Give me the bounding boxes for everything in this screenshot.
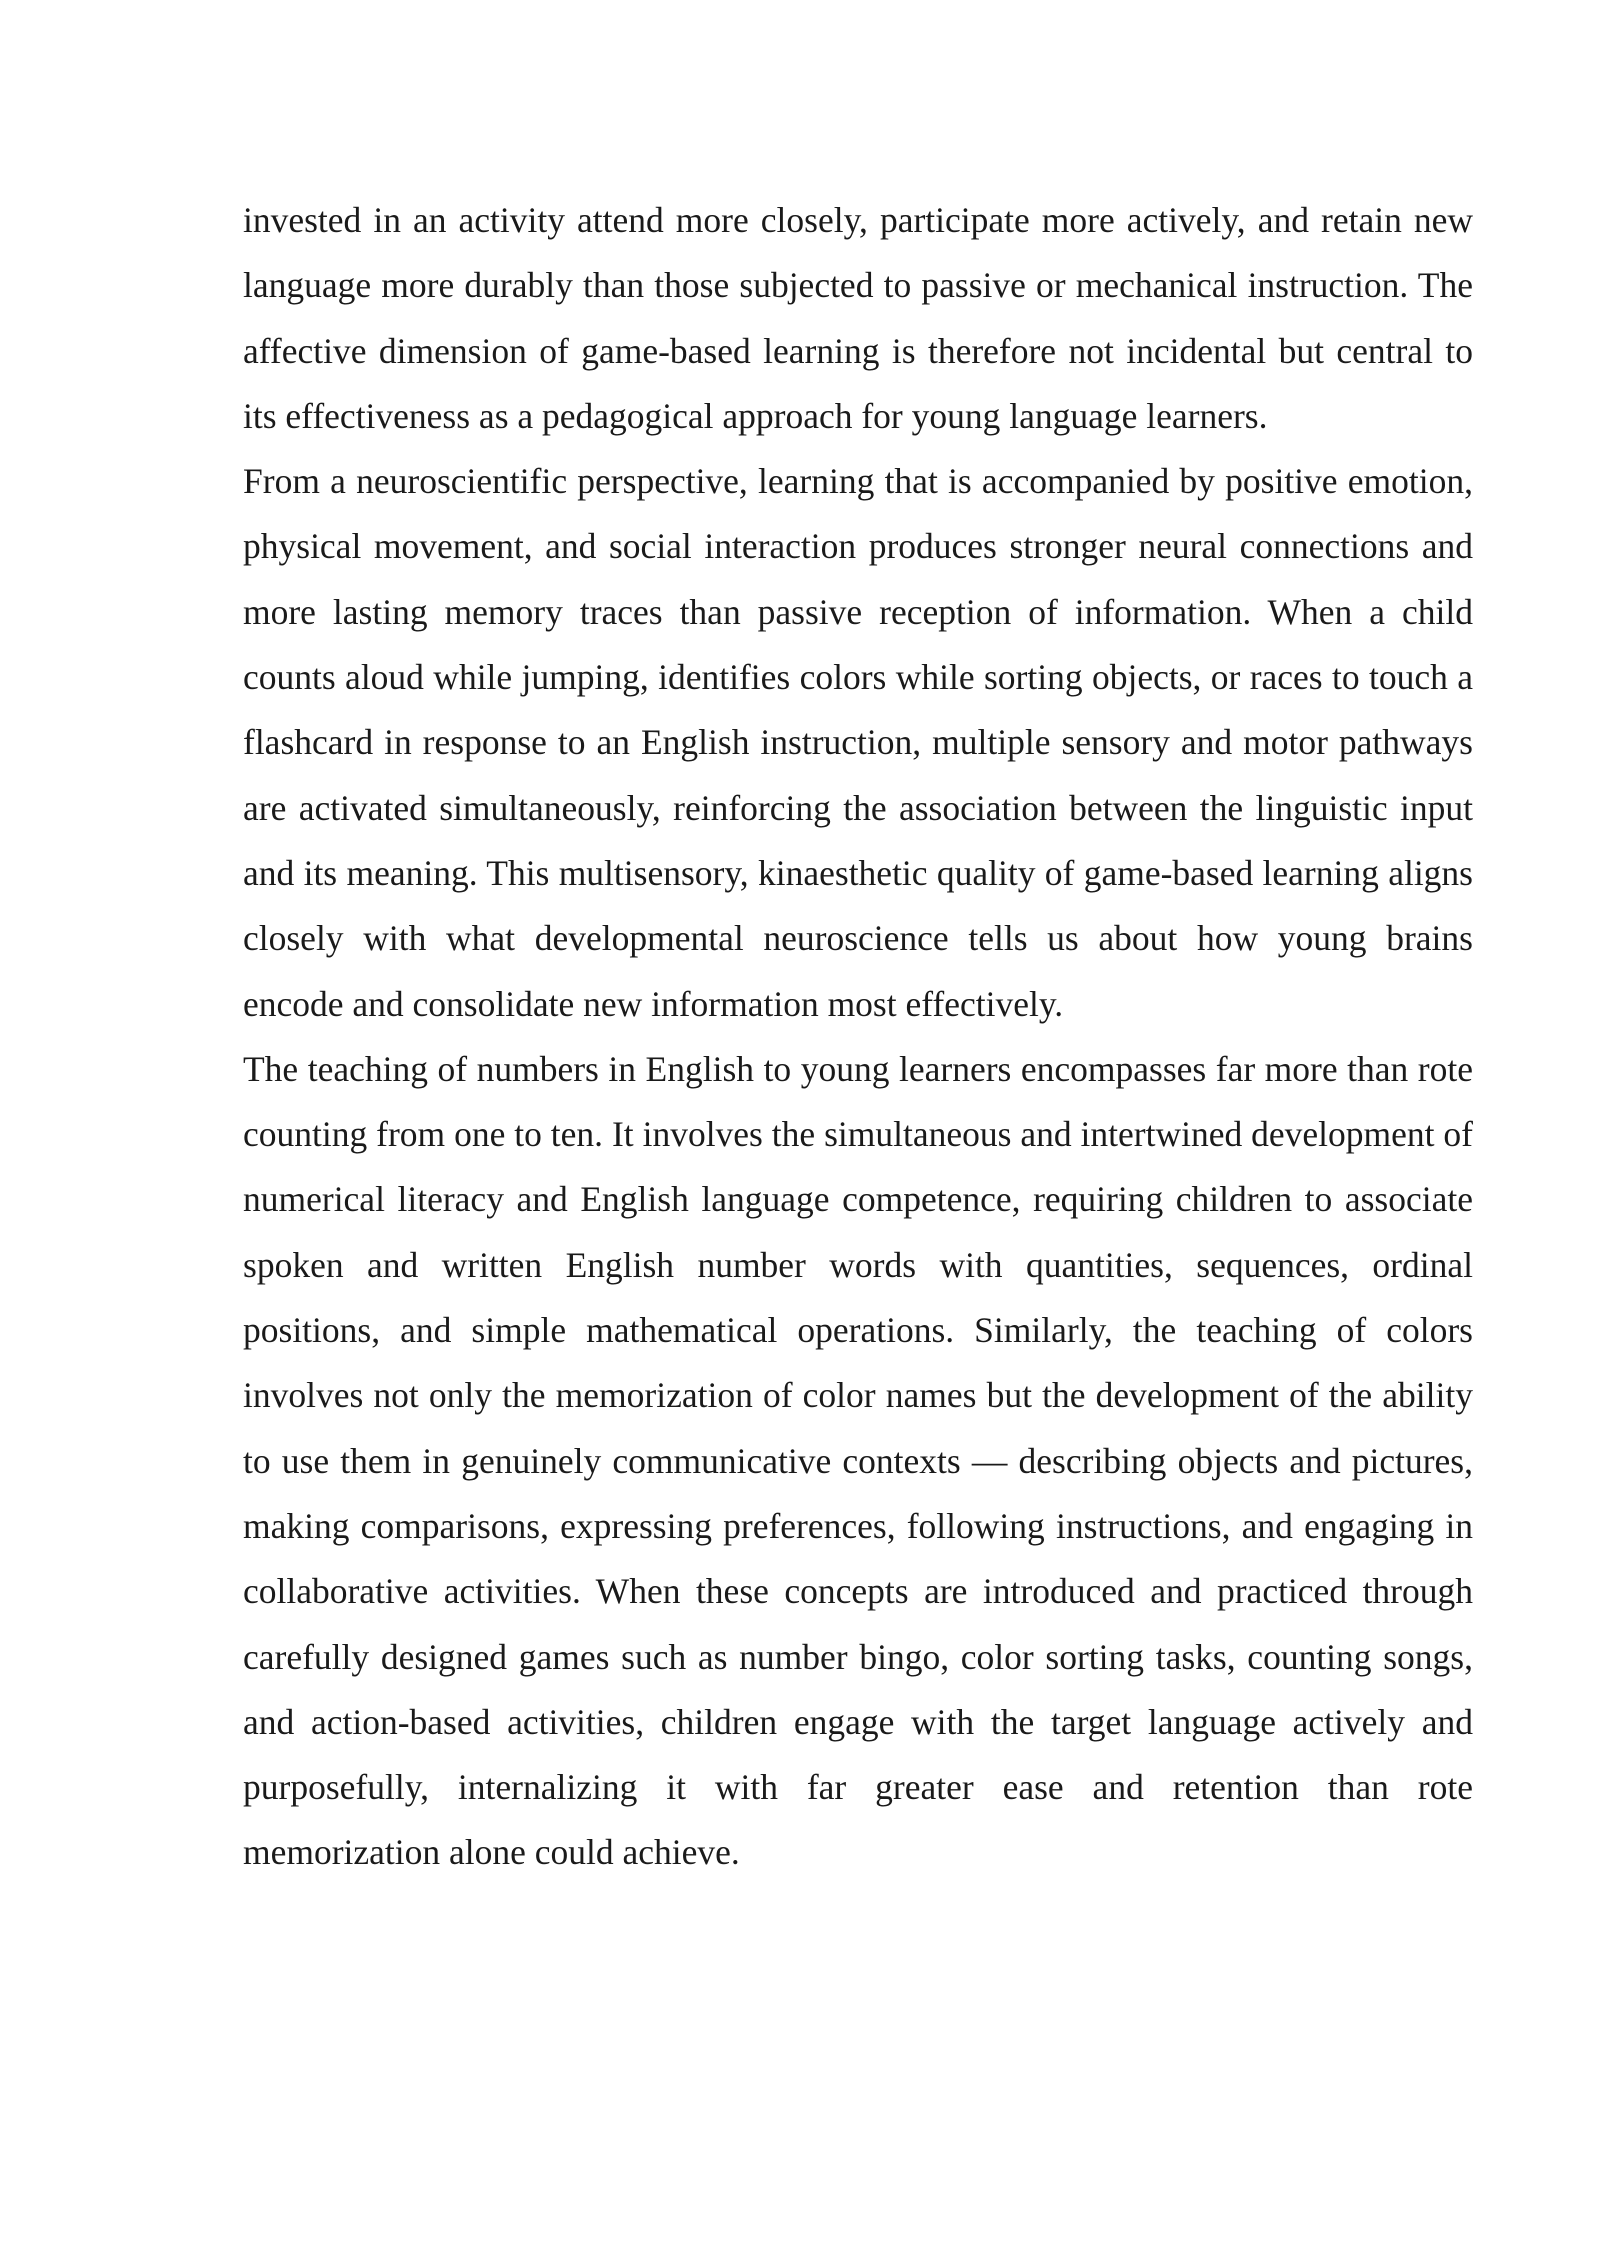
paragraph-1: invested in an activity attend more closely, participate more actively, and retain new language more durably than those subjected to passive or mechanical instruction. The affective dimension of game-based learning is therefore not incidental but central to its effectiveness as a pedagogical approach for young language learners. [243,200,1473,436]
paragraph-2: From a neuroscientific perspective, learning that is accompanied by positive emotion, physical movement, and social interaction produces stronger neural connections and more lasting memory traces than passive reception of information. When a child counts aloud while jumping, identifies colors while sorting objects, or races to touch a flashcard in response to an English instruction, multiple sensory and motor pathways are activated simultaneously, reinforcing the association between the linguistic input and its meaning. This multisensory, kinaesthetic quality of game-based learning aligns closely with what developmental neuroscience tells us about how young brains encode and consolidate new information most effectively. [243,461,1473,1024]
paragraph-3: The teaching of numbers in English to young learners encompasses far more than rote counting from one to ten. It involves the simultaneous and intertwined development of numerical literacy and English language competence, requiring children to associate spoken and written English number words with quantities, sequences, ordinal positions, and simple mathematical operations. Similarly, the teaching of colors involves not only the memorization of color names but the development of the ability to use them in genuinely communicative contexts — describing objects and pictures, making comparisons, expressing preferences, following instructions, and engaging in collaborative activities. When these concepts are introduced and practiced through carefully designed games such as number bingo, color sorting tasks, counting songs, and action-based activities, children engage with the target language actively and purposefully, internalizing it with far greater ease and retention than rote memorization alone could achieve. [243,1048,1473,1873]
body-text [243,188,1473,1886]
